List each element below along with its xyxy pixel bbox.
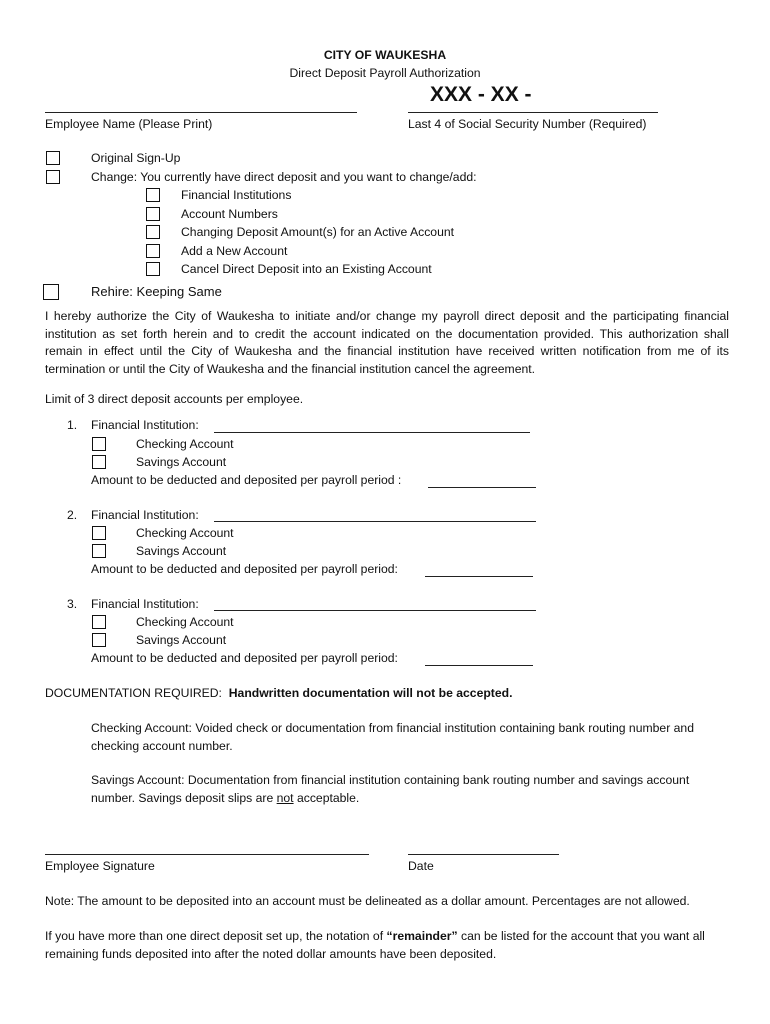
change-label: Change: You currently have direct deposit and you want to change/add: bbox=[91, 170, 477, 184]
financial-institution-3-field[interactable] bbox=[214, 610, 536, 611]
change-option-label: Cancel Direct Deposit into an Existing Account bbox=[181, 262, 432, 276]
account-1-checking-checkbox[interactable] bbox=[92, 437, 106, 451]
account-2-amount-field[interactable] bbox=[425, 576, 533, 577]
documentation-label: DOCUMENTATION REQUIRED: bbox=[45, 686, 222, 700]
documentation-heading bbox=[45, 686, 512, 700]
ssn-label: Last 4 of Social Security Number (Required) bbox=[408, 117, 647, 131]
cancel-direct-deposit-checkbox[interactable] bbox=[146, 262, 160, 276]
financial-institution-label: Financial Institution: bbox=[91, 418, 199, 432]
org-name: CITY OF WAUKESHA bbox=[323, 48, 447, 62]
account-2-checking-checkbox[interactable] bbox=[92, 526, 106, 540]
checking-documentation: Checking Account: Voided check or documentation from financial institution containing bank routing number and checking account number. bbox=[91, 721, 694, 753]
employee-name-label: Employee Name (Please Print) bbox=[45, 117, 213, 131]
savings-label: Savings Account bbox=[136, 544, 227, 558]
checking-label: Checking Account bbox=[136, 526, 234, 540]
account-1-savings-checkbox[interactable] bbox=[92, 455, 106, 469]
change-checkbox[interactable] bbox=[46, 170, 60, 184]
rehire-checkbox[interactable] bbox=[43, 284, 59, 300]
checking-label: Checking Account bbox=[136, 437, 234, 451]
financial-institution-2-field[interactable] bbox=[214, 521, 536, 522]
savings-label: Savings Account bbox=[136, 455, 227, 469]
original-signup-checkbox[interactable] bbox=[46, 151, 60, 165]
ssn-mask: XXX - XX - bbox=[430, 83, 532, 106]
amount-label: Amount to be deducted and deposited per payroll period: bbox=[91, 651, 398, 665]
account-3-amount-field[interactable] bbox=[425, 665, 533, 666]
account-2-savings-checkbox[interactable] bbox=[92, 544, 106, 558]
remainder-note: If you have more than one direct deposit set up, the notation of “remainder” can be listed for the account that you want all remaining funds deposited into after the noted dollar amounts have been deposited. bbox=[45, 929, 705, 961]
account-3-checking-checkbox[interactable] bbox=[92, 615, 106, 629]
limit-note: Limit of 3 direct deposit accounts per employee. bbox=[45, 392, 304, 406]
change-option-label: Add a New Account bbox=[181, 244, 288, 258]
change-option-label: Changing Deposit Amount(s) for an Active Account bbox=[181, 225, 455, 239]
handwritten-warning: Handwritten documentation will not be accepted. bbox=[228, 686, 513, 700]
account-number: 3. bbox=[67, 597, 78, 611]
ssn-last4-field[interactable] bbox=[408, 112, 658, 113]
account-number: 2. bbox=[67, 508, 78, 522]
change-option-label: Financial Institutions bbox=[181, 188, 292, 202]
amount-label: Amount to be deducted and deposited per payroll period : bbox=[91, 473, 402, 487]
amount-label: Amount to be deducted and deposited per payroll period: bbox=[91, 562, 398, 576]
authorization-paragraph: I hereby authorize the City of Waukesha to initiate and/or change my payroll direct deposit and the participating financial institution as set forth herein and to credit the account indicated on the documentation provided. This authorization shall remain in effect until the City of Waukesha and the financial institution have received written notification from me of its termination or until the City of Waukesha and the financial institution cancel the agreement. bbox=[45, 309, 729, 376]
change-option-label: Account Numbers bbox=[181, 207, 278, 221]
dollar-amount-note: Note: The amount to be deposited into an account must be delineated as a dollar amount. Percentages are not allowed. bbox=[45, 894, 690, 908]
checking-label: Checking Account bbox=[136, 615, 234, 629]
original-signup-label: Original Sign-Up bbox=[91, 151, 181, 165]
employee-signature-label: Employee Signature bbox=[45, 859, 155, 873]
date-field[interactable] bbox=[408, 854, 559, 855]
employee-name-field[interactable] bbox=[45, 112, 357, 113]
financial-institution-label: Financial Institution: bbox=[91, 508, 199, 522]
financial-institution-label: Financial Institution: bbox=[91, 597, 199, 611]
change-account-numbers-checkbox[interactable] bbox=[146, 207, 160, 221]
date-label: Date bbox=[408, 859, 434, 873]
change-deposit-amounts-checkbox[interactable] bbox=[146, 225, 160, 239]
rehire-label: Rehire: Keeping Same bbox=[91, 284, 222, 299]
employee-signature-field[interactable] bbox=[45, 854, 369, 855]
change-financial-institutions-checkbox[interactable] bbox=[146, 188, 160, 202]
financial-institution-1-field[interactable] bbox=[214, 432, 530, 433]
account-1-amount-field[interactable] bbox=[428, 487, 536, 488]
savings-documentation: Savings Account: Documentation from financial institution containing bank routing number and savings account number. Savings deposit slips are not acceptable. bbox=[91, 773, 690, 805]
add-new-account-checkbox[interactable] bbox=[146, 244, 160, 258]
form-title: Direct Deposit Payroll Authorization bbox=[289, 66, 481, 80]
account-number: 1. bbox=[67, 418, 78, 432]
account-3-savings-checkbox[interactable] bbox=[92, 633, 106, 647]
savings-label: Savings Account bbox=[136, 633, 227, 647]
